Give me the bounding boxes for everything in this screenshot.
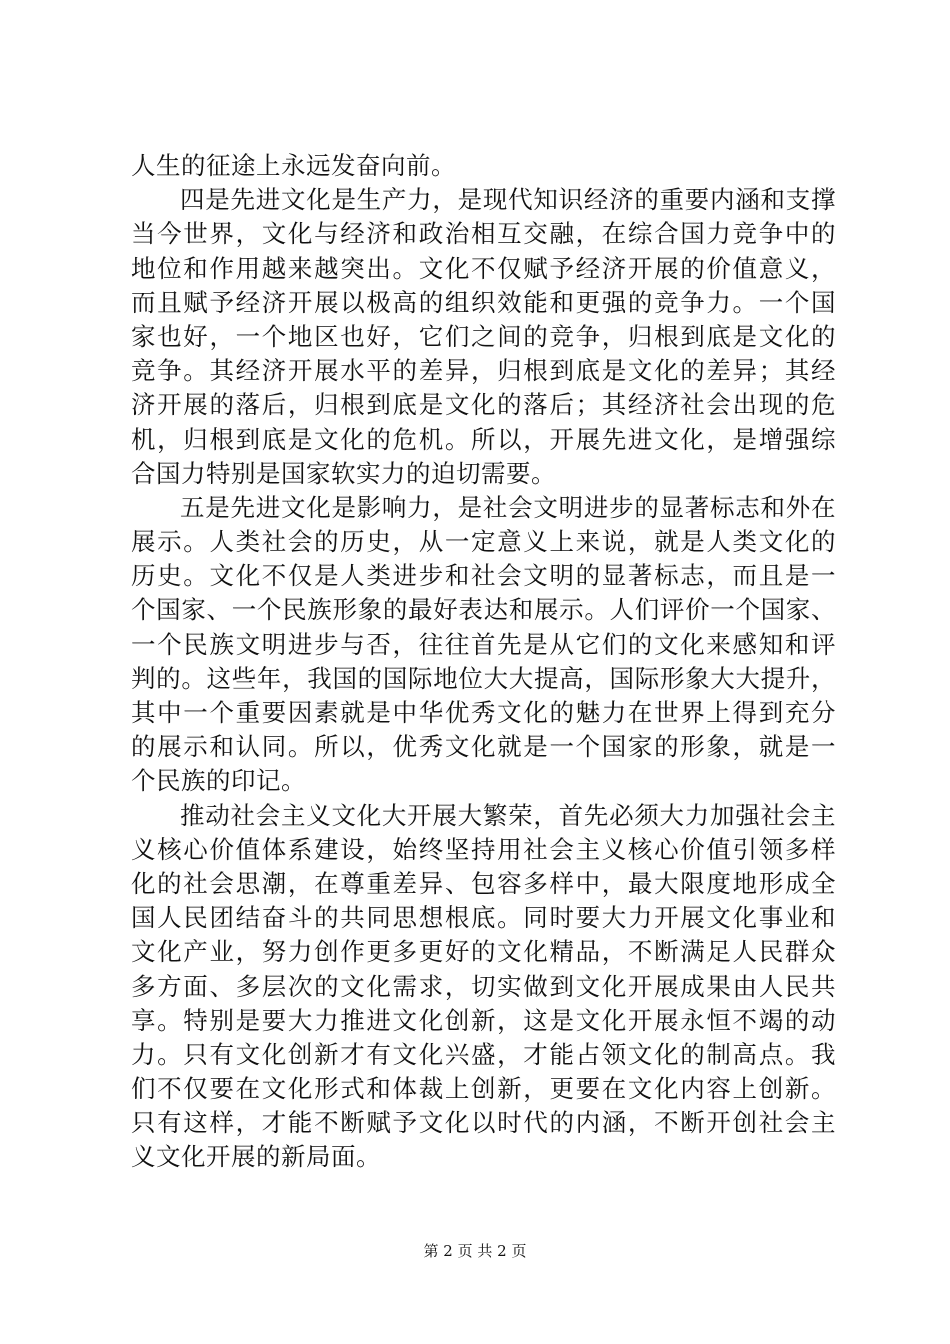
text-line: 人生的征途上永远发奋向前。 [131,151,456,180]
page-number-footer: 第 2 页 共 2 页 [423,1242,527,1260]
text-line: 竞争。其经济开展水平的差异，归根到底是文化的差异；其经 [131,356,836,386]
text-line: 当今世界，文化与经济和政治相互交融，在综合国力竞争中的 [131,219,836,249]
text-line: 国人民团结奋斗的共同思想根底。同时要大力开展文化事业和 [131,903,836,933]
text-line: 地位和作用越来越突出。文化不仅赋予经济开展的价值意义， [131,253,836,283]
text-line: 个民族的印记。 [131,766,306,796]
paragraph-first-line: 推动社会主义文化大开展大繁荣，首先必须大力加强社会主 [180,800,836,830]
text-line: 济开展的落后，归根到底是文化的落后；其经济社会出现的危 [131,390,836,420]
text-line: 其中一个重要因素就是中华优秀文化的魅力在世界上得到充分 [131,698,836,727]
text-line: 判的。这些年，我国的国际地位大大提高，国际形象大大提升， [131,663,836,693]
text-line: 展示。人类社会的历史，从一定意义上来说，就是人类文化的 [131,527,836,557]
paragraph-first-line: 四是先进文化是生产力，是现代知识经济的重要内涵和支撑 [180,185,836,215]
paragraph-first-line: 五是先进文化是影响力，是社会文明进步的显著标志和外在 [180,492,836,522]
text-line: 一个民族文明进步与否，往往首先是从它们的文化来感知和评 [131,629,836,659]
text-line: 而且赋予经济开展以极高的组织效能和更强的竞争力。一个国 [131,287,836,317]
text-line: 机，归根到底是文化的危机。所以，开展先进文化，是增强综 [131,424,836,454]
text-line: 个国家、一个民族形象的最好表达和展示。人们评价一个国家、 [131,595,836,625]
text-line: 义文化开展的新局面。 [131,1142,381,1172]
text-line: 力。只有文化创新才有文化兴盛，才能占领文化的制高点。我 [131,1039,836,1069]
text-line: 享。特别是要大力推进文化创新，这是文化开展永恒不竭的动 [131,1005,836,1035]
text-line: 们不仅要在文化形式和体裁上创新，更要在文化内容上创新。 [131,1074,836,1104]
text-line: 多方面、多层次的文化需求，切实做到文化开展成果由人民共 [131,971,836,1001]
text-line: 合国力特别是国家软实力的迫切需要。 [131,458,556,488]
text-line: 化的社会思潮，在尊重差异、包容多样中，最大限度地形成全 [131,868,836,898]
text-line: 家也好，一个地区也好，它们之间的竞争，归根到底是文化的 [131,321,836,351]
document-body [131,149,836,1175]
text-line: 的展示和认同。所以，优秀文化就是一个国家的形象，就是一 [131,732,836,762]
text-line: 历史。文化不仅是人类进步和社会文明的显著标志，而且是一 [131,561,836,591]
text-line: 义核心价值体系建设，始终坚持用社会主义核心价值引领多样 [131,834,836,864]
text-line: 文化产业，努力创作更多更好的文化精品，不断满足人民群众 [131,937,836,967]
text-line: 只有这样，才能不断赋予文化以时代的内涵，不断开创社会主 [131,1108,836,1138]
